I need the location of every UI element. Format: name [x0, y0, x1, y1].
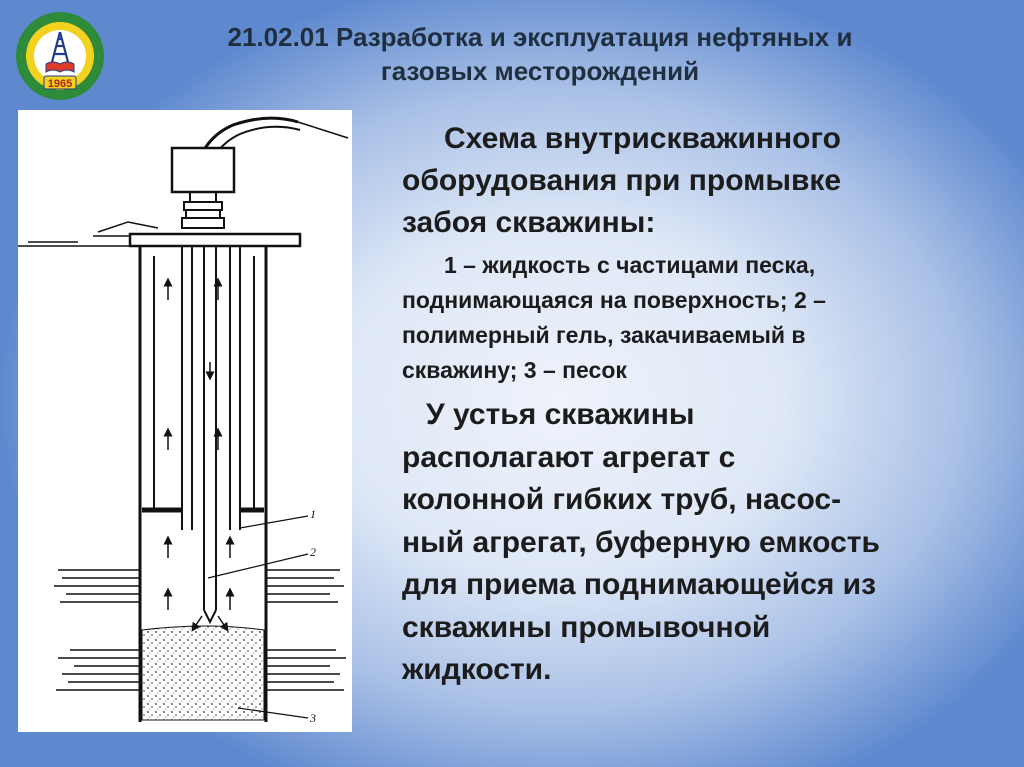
heading-line-2: оборудования при промывке	[402, 164, 842, 197]
paragraph-line-4: ный агрегат, буферную емкость	[402, 525, 880, 559]
title-line-1: 21.02.01 Разработка и эксплуатация нефтяных и	[227, 22, 853, 52]
figure-label-3: 3	[310, 711, 316, 725]
logo-year: 1965	[47, 78, 73, 90]
paragraph-line-7: жидкости.	[402, 653, 552, 686]
paragraph-line-5: для приема поднимающейся из	[402, 568, 877, 601]
paragraph-line-1: У устья скважины	[426, 398, 695, 431]
college-logo	[14, 10, 106, 102]
well-schematic-figure	[18, 110, 352, 732]
paragraph-line-6: скважины промывочной	[402, 610, 771, 644]
figure-label-2: 2	[310, 545, 316, 559]
legend-line-2: поднимающаяся на поверхность; 2 –	[402, 287, 826, 313]
heading-line-3: забоя скважины:	[402, 206, 656, 239]
title-line-2: газовых месторождений	[380, 56, 700, 86]
paragraph-line-2: располагают агрегат с	[402, 440, 736, 474]
legend-line-3: полимерный гель, закачиваемый в	[402, 322, 806, 348]
legend-line-1: 1 – жидкость с частицами песка,	[444, 252, 816, 278]
page-title	[140, 20, 940, 88]
scheme-heading	[402, 118, 1024, 244]
figure-label-1: 1	[310, 507, 316, 521]
legend-line-4: скважину; 3 – песок	[402, 357, 627, 383]
scheme-legend	[402, 248, 1002, 388]
heading-line-1: Схема внутрискважинного	[444, 122, 841, 155]
paragraph-line-3: колонной гибких труб, насос-	[402, 483, 842, 516]
description-paragraph	[402, 394, 1002, 692]
well-schematic-drawing	[18, 110, 352, 732]
